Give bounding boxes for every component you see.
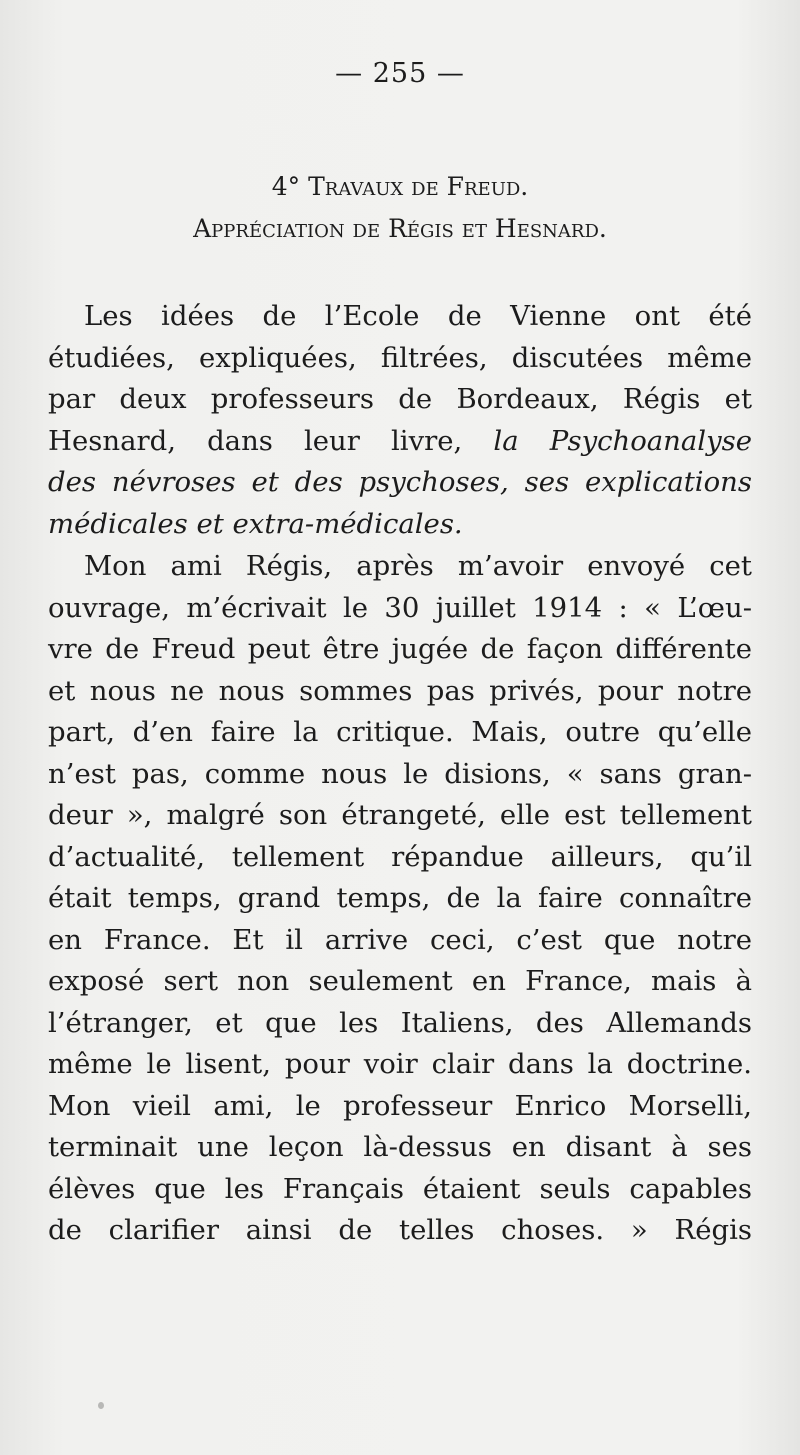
paragraph-2 [48,546,752,1252]
text-line: même le lisent, pour voir clair dans la doctrine. [48,1048,752,1080]
text-line: Mon vieil ami, le professeur Enrico Morselli, [48,1089,752,1122]
paragraph-1 [48,296,752,545]
text-line: étudiées, expliquées, filtrées, discutées même [48,341,752,374]
text-line: n’est pas, comme nous le disions, « sans gran- [48,757,752,790]
text-line: élèves que les Français étaient seuls capables [48,1172,752,1205]
text-line: d’actualité, tellement répandue ailleurs, qu’il [48,840,752,873]
text-line: vre de Freud peut être jugée de façon différente [48,633,752,665]
book-title-italic: médicales et extra-médicales. [48,507,463,540]
text-line [48,421,752,463]
text-line: Les idées de l’Ecole de Vienne ont été [84,300,752,332]
section-subheading: Appréciation de Régis et Hesnard. [193,214,607,243]
page-number: — 255 — [335,58,465,89]
book-title-italic: la Psychoanalyse [493,424,752,457]
text-line: ouvrage, m’écrivait le 30 juillet 1914 : « L’œu- [48,591,752,624]
text-line: exposé sert non seulement en France, mais à [48,965,752,997]
book-title-italic: des névroses et des psychoses, ses explications [48,466,752,498]
paper-speck [98,1402,104,1409]
text-line: de clarifier ainsi de telles choses. » Régis [48,1214,752,1246]
text-line: en France. Et il arrive ceci, c’est que notre [48,923,752,956]
text-line: Mon ami Régis, après m’avoir envoyé cet [84,550,752,582]
text-line: part, d’en faire la critique. Mais, outre qu’elle [48,716,752,748]
text-line: l’étranger, et que les Italiens, des Allemands [48,1006,752,1039]
text-line: deur », malgré son étrangeté, elle est tellement [48,799,752,831]
section-heading: 4° Travaux de Freud. [271,172,529,201]
text-line: terminait une leçon là-dessus en disant à ses [48,1131,752,1163]
text-line-roman: Hesnard, dans leur livre, [48,424,463,457]
text-line: était temps, grand temps, de la faire connaître [48,882,752,914]
text-line: et nous ne nous sommes pas privés, pour notre [48,674,752,707]
text-line: par deux professeurs de Bordeaux, Régis et [48,383,752,415]
